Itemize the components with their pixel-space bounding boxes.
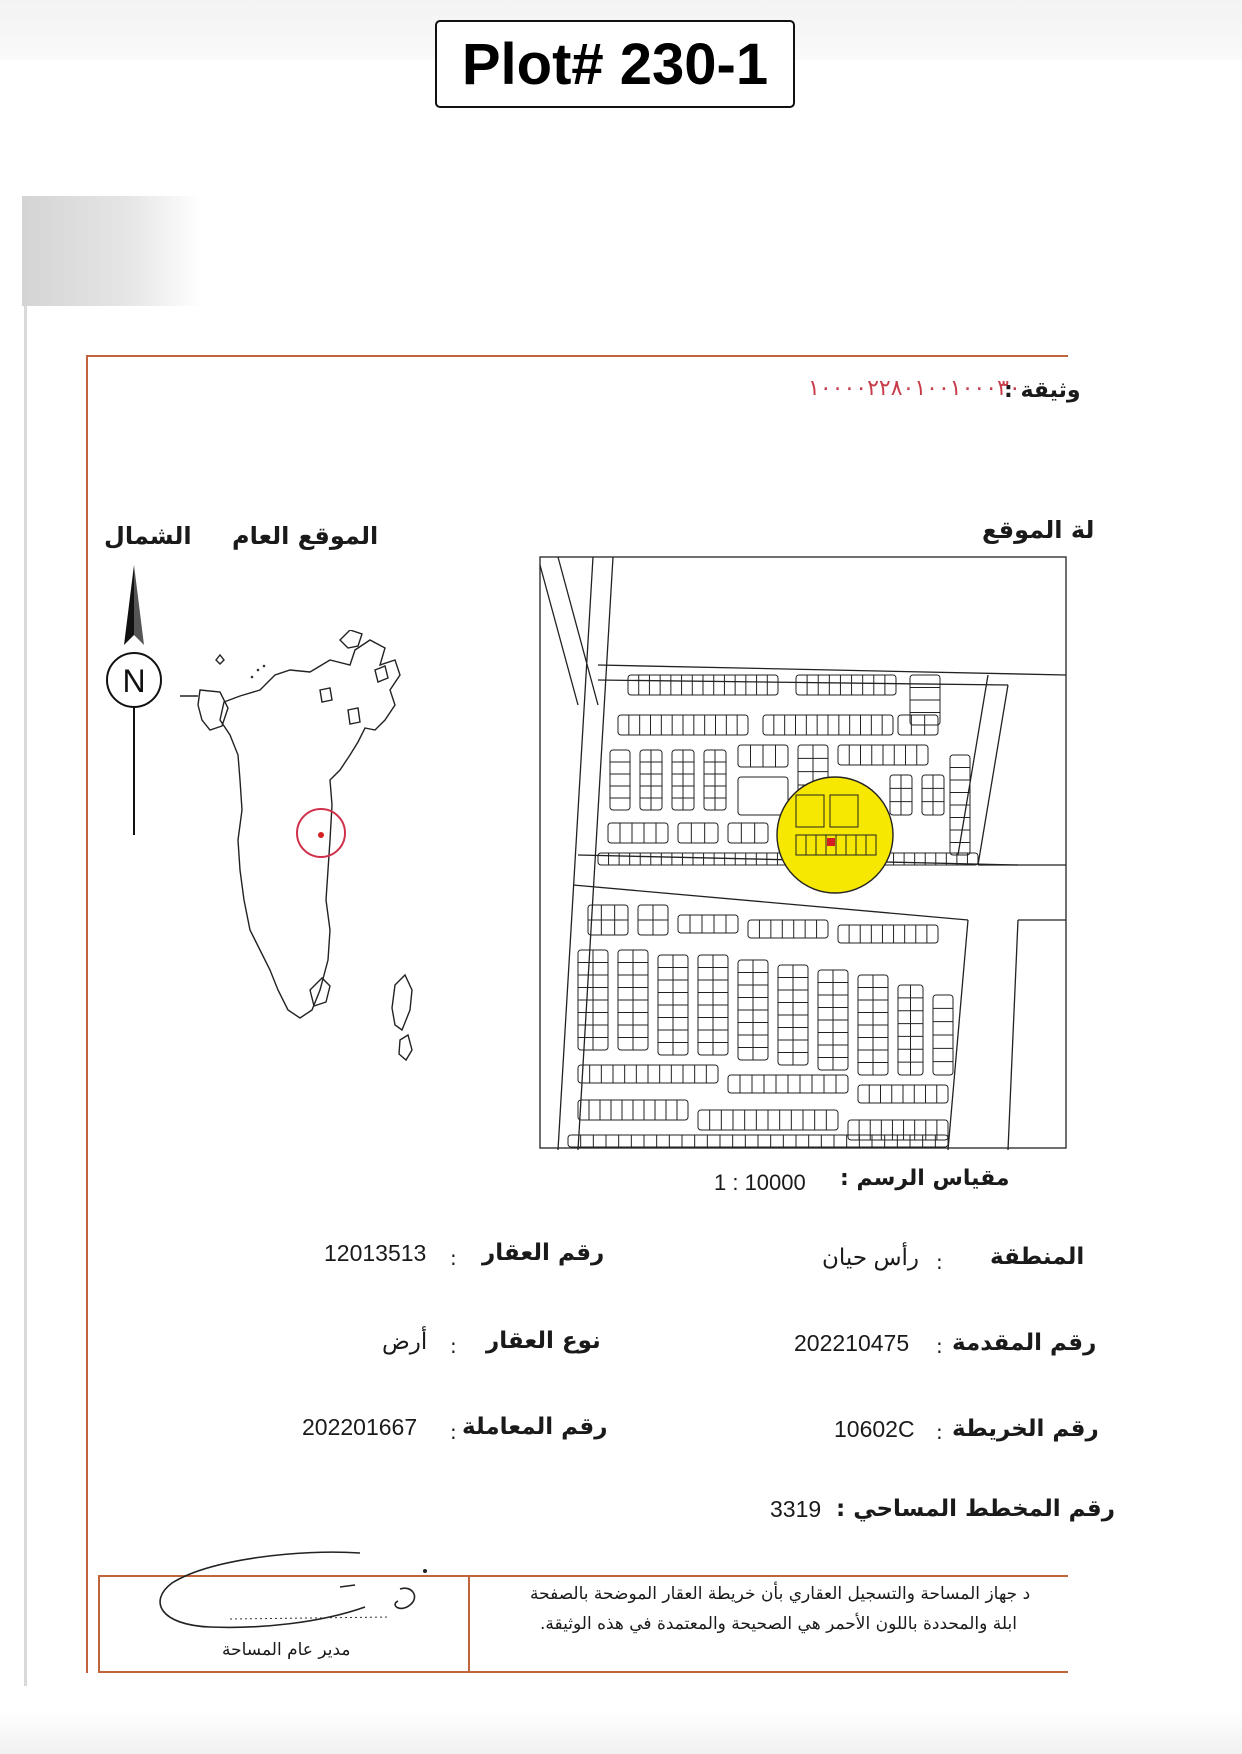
scan-edge-left (24, 306, 27, 1686)
property-type-value: أرض (382, 1328, 428, 1354)
area-colon: : (936, 1250, 943, 1274)
site-map-heading: لة الموقع (982, 516, 1095, 544)
document-number-value: ١٠٠٠٠٢٢٨٠١٠٠١٠٠٠٣٠ (808, 376, 1021, 401)
map-number-value: 10602C (834, 1416, 915, 1442)
certification-line-1: د جهاز المساحة والتسجيل العقاري بأن خريطة العقار الموضحة بالصفحة (530, 1584, 1031, 1604)
map-number-label: رقم الخريطة (952, 1416, 1099, 1442)
transaction-number-label: رقم المعاملة (462, 1414, 608, 1440)
plot-number-label: Plot# 230-1 (435, 20, 795, 108)
general-location-map (180, 630, 480, 1100)
property-type-colon: : (450, 1334, 457, 1358)
scale-value: 1 : 10000 (714, 1170, 806, 1195)
survey-plan-label: رقم المخطط المساحي : (836, 1496, 1115, 1522)
general-location-heading: الموقع العام (232, 522, 379, 550)
site-map (538, 555, 1068, 1150)
property-number-value: 12013513 (324, 1240, 427, 1266)
scan-edge-bottom (0, 1710, 1242, 1754)
signature (150, 1545, 440, 1645)
scan-shadow (22, 196, 202, 306)
plot-marker (827, 838, 835, 846)
north-letter: N (122, 663, 146, 699)
signatory-title: مدير عام المساحة (222, 1640, 351, 1660)
survey-plan-value: 3319 (770, 1496, 822, 1522)
area-value: رأس حيان (822, 1244, 920, 1270)
document-number-label: وثيقة : (1004, 378, 1081, 403)
locator-dot (318, 832, 324, 838)
transaction-number-colon: : (450, 1420, 457, 1444)
map-number-colon: : (936, 1420, 943, 1444)
north-arrow-icon (104, 565, 164, 835)
certification-divider (468, 1575, 470, 1673)
property-number-colon: : (450, 1246, 457, 1270)
application-number-value: 202210475 (794, 1330, 910, 1356)
application-number-label: رقم المقدمة (952, 1330, 1097, 1356)
area-label: المنطقة (990, 1244, 1085, 1270)
application-number-colon: : (936, 1334, 943, 1358)
property-type-label: نوع العقار (486, 1328, 601, 1354)
north-heading: الشمال (104, 522, 192, 550)
property-number-label: رقم العقار (482, 1240, 605, 1266)
scale-label: مقياس الرسم : (840, 1166, 1010, 1191)
certification-line-2: ابلة والمحددة باللون الأحمر هي الصحيحة والمعتمدة في هذه الوثيقة. (540, 1614, 1017, 1634)
transaction-number-value: 202201667 (302, 1414, 418, 1440)
